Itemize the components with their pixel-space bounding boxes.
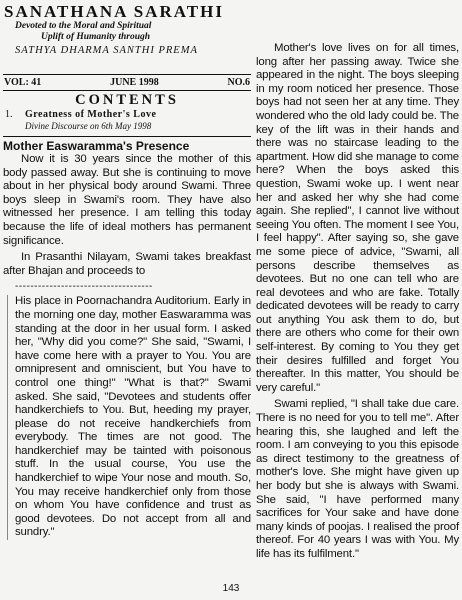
boxed-story <box>7 295 251 540</box>
boxed-paragraph: His place in Poornachandra Auditorium. Early in the morning one day, mother Easwaramma was standing at the door in her usual form. I asked her, "Why did you come?" She said, "Swami, I have come here with a prayer to You. You are omnipresent and omniscient, but You have to control one thing!" "What is that?" Swami asked. She said, "Devotees and students offer handkerchiefs to You. But, heeding my prayer, please do not receive handkerchiefs from everybody. The times are not good. The handkerchief may be tainted with poisonous stuff. In the usual course, You use the handkerchief to wipe Your nose and mouth. So, You may receive handkerchief only from those on whom You have confidence and trust as good devotees. Do not accept from all and sundry." <box>15 295 251 539</box>
contents-heading: CONTENTS <box>75 92 179 108</box>
issue-number: NO.6 <box>227 77 250 88</box>
paragraph: Now it is 30 years since the mother of this body passed away. But she is continuing to move about in her physical body around Swami. Three boys sleep in Swami's room. They have also witnessed her presence. I am telling this today because the life of ideal mothers has permanent significance. <box>3 153 251 247</box>
paragraph: In Prasanthi Nilayam, Swami takes breakfast after Bhajan and proceeds to <box>3 251 251 277</box>
right-column <box>256 42 459 562</box>
paragraph: Swami replied, "I shall take due care. There is no need for you to tell me". After hearing this, she laughed and left the room. I am conveying to you this episode as direct testimony to the greatness of mother's love. She might have given up her body but she is always with Swami. She said, "I have performed many sacrifices for Your sake and have done many kinds of poojas. I realised the proof thereof. For 40 years I was with You. My life has its fulfilment." <box>256 398 459 560</box>
volume-label: VOL: 41 <box>4 77 42 88</box>
contents-item-subtitle: Divine Discourse on 6th May 1998 <box>25 121 152 131</box>
contents-item-number: 1. <box>5 109 13 120</box>
contents-item[interactable] <box>3 109 251 121</box>
tagline-line-1: Devoted to the Moral and Spiritual <box>15 21 152 31</box>
issue-bar <box>3 74 251 91</box>
left-column <box>3 3 251 540</box>
contents-item-title: Greatness of Mother's Love <box>25 109 157 120</box>
tagline-line-2: Uplift of Humanity through <box>41 32 151 42</box>
issue-date: JUNE 1998 <box>110 77 159 88</box>
motto: SATHYA DHARMA SANTHI PREMA <box>15 45 198 56</box>
page-number: 143 <box>222 583 240 594</box>
paragraph: Mother's love lives on for all times, long after her passing away. Twice she appeared in the night. The boys sleeping in my room noticed her presence. Those boys had not seen her at any time. They wondered who the old lady could be. The key of the lift was in their hands and there was no staircase leading to the apartment. How did she manage to come here? When the boys asked this question, Swami woke up. I went near her and asked her why she had come again. She replied", I cannot live without seeing You often. The moment I see You, I feel happy". After saying so, she gave me some piece of advice, "Swami, all persons describe themselves as devotees. But no one can tell who are real devotees and who are fake. Totally dedicated devotees will be ready to carry out anything You ask them to do, but there are others who come for their own self-interest. By coming to You they get their desires fulfilled and forget You thereafter. In this matter, You should be very careful." <box>256 42 459 394</box>
article-heading: Mother Easwaramma's Presence <box>3 136 251 153</box>
separator: ------------------------------------ <box>15 281 153 293</box>
magazine-title: SANATHANA SARATHI <box>4 2 224 21</box>
